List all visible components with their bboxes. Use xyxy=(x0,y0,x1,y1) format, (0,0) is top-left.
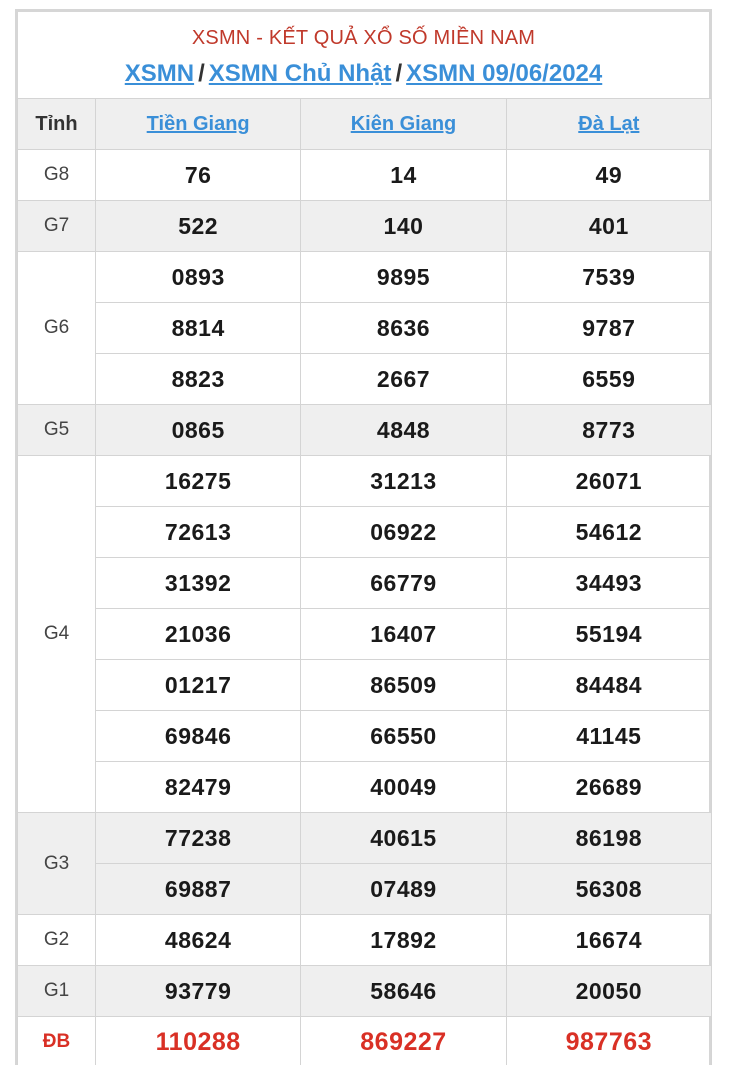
result-number: 21036 xyxy=(96,609,301,660)
table-row xyxy=(18,405,712,456)
prize-label: G8 xyxy=(18,150,96,201)
table-row xyxy=(18,507,712,558)
result-number: 17892 xyxy=(301,915,506,966)
result-number: 72613 xyxy=(96,507,301,558)
result-number: 522 xyxy=(96,201,301,252)
prize-label: G3 xyxy=(18,813,96,915)
result-number: 8773 xyxy=(506,405,711,456)
result-number: 69887 xyxy=(96,864,301,915)
result-number: 4848 xyxy=(301,405,506,456)
result-number: 56308 xyxy=(506,864,711,915)
result-number: 01217 xyxy=(96,660,301,711)
result-number: 0865 xyxy=(96,405,301,456)
result-number: 0893 xyxy=(96,252,301,303)
result-number: 49 xyxy=(506,150,711,201)
prize-label: ĐB xyxy=(18,1017,96,1065)
result-number: 31213 xyxy=(301,456,506,507)
result-number: 82479 xyxy=(96,762,301,813)
result-number: 8814 xyxy=(96,303,301,354)
province-column-header xyxy=(506,99,711,150)
result-number: 07489 xyxy=(301,864,506,915)
result-number: 14 xyxy=(301,150,506,201)
table-row xyxy=(18,150,712,201)
result-number: 7539 xyxy=(506,252,711,303)
prize-column-header: Tỉnh xyxy=(18,99,96,150)
prize-label: G2 xyxy=(18,915,96,966)
table-row xyxy=(18,1017,712,1065)
result-number: 54612 xyxy=(506,507,711,558)
breadcrumb xyxy=(18,60,709,88)
table-row xyxy=(18,456,712,507)
prize-label: G6 xyxy=(18,252,96,405)
special-prize-number: 987763 xyxy=(506,1017,711,1065)
table-row xyxy=(18,354,712,405)
result-number: 140 xyxy=(301,201,506,252)
table-row xyxy=(18,711,712,762)
table-row xyxy=(18,966,712,1017)
prize-label: G5 xyxy=(18,405,96,456)
table-row xyxy=(18,558,712,609)
province-link-kien-giang[interactable]: Kiên Giang xyxy=(350,112,457,135)
result-number: 31392 xyxy=(96,558,301,609)
result-number: 84484 xyxy=(506,660,711,711)
result-number: 58646 xyxy=(301,966,506,1017)
result-number: 34493 xyxy=(506,558,711,609)
result-number: 2667 xyxy=(301,354,506,405)
result-number: 6559 xyxy=(506,354,711,405)
result-number: 66550 xyxy=(301,711,506,762)
result-number: 8636 xyxy=(301,303,506,354)
result-number: 9787 xyxy=(506,303,711,354)
table-row xyxy=(18,660,712,711)
result-number: 86509 xyxy=(301,660,506,711)
province-link-tien-giang[interactable]: Tiền Giang xyxy=(146,112,250,135)
table-row xyxy=(18,813,712,864)
results-card xyxy=(15,9,712,1065)
table-row xyxy=(18,762,712,813)
breadcrumb-link-xsmn-sunday[interactable]: XSMN Chủ Nhật xyxy=(208,60,392,87)
result-number: 77238 xyxy=(96,813,301,864)
table-row xyxy=(18,915,712,966)
result-number: 69846 xyxy=(96,711,301,762)
result-number: 41145 xyxy=(506,711,711,762)
prize-label: G1 xyxy=(18,966,96,1017)
result-number: 16407 xyxy=(301,609,506,660)
result-number: 26071 xyxy=(506,456,711,507)
result-number: 66779 xyxy=(301,558,506,609)
result-number: 76 xyxy=(96,150,301,201)
prize-label: G7 xyxy=(18,201,96,252)
table-row xyxy=(18,201,712,252)
result-number: 86198 xyxy=(506,813,711,864)
province-column-header xyxy=(301,99,506,150)
result-number: 40615 xyxy=(301,813,506,864)
result-number: 06922 xyxy=(301,507,506,558)
results-body xyxy=(18,150,712,1065)
special-prize-number: 110288 xyxy=(96,1017,301,1065)
result-number: 40049 xyxy=(301,762,506,813)
result-number: 20050 xyxy=(506,966,711,1017)
table-header-row xyxy=(18,99,712,150)
breadcrumb-separator: / xyxy=(198,60,205,87)
breadcrumb-link-xsmn-date[interactable]: XSMN 09/06/2024 xyxy=(406,60,603,87)
breadcrumb-link-xsmn[interactable]: XSMN xyxy=(124,60,195,87)
result-number: 48624 xyxy=(96,915,301,966)
result-number: 26689 xyxy=(506,762,711,813)
province-link-da-lat[interactable]: Đà Lạt xyxy=(578,112,640,135)
table-row xyxy=(18,864,712,915)
special-prize-number: 869227 xyxy=(301,1017,506,1065)
result-number: 8823 xyxy=(96,354,301,405)
result-number: 16674 xyxy=(506,915,711,966)
results-table xyxy=(17,98,712,1065)
prize-label: G4 xyxy=(18,456,96,813)
result-number: 55194 xyxy=(506,609,711,660)
province-column-header xyxy=(96,99,301,150)
table-row xyxy=(18,609,712,660)
result-number: 16275 xyxy=(96,456,301,507)
result-number: 9895 xyxy=(301,252,506,303)
result-number: 93779 xyxy=(96,966,301,1017)
result-number: 401 xyxy=(506,201,711,252)
table-row xyxy=(18,303,712,354)
results-header xyxy=(18,12,709,98)
page-kicker: XSMN - KẾT QUẢ XỔ SỐ MIỀN NAM xyxy=(191,27,536,49)
table-row xyxy=(18,252,712,303)
breadcrumb-separator: / xyxy=(395,60,403,87)
